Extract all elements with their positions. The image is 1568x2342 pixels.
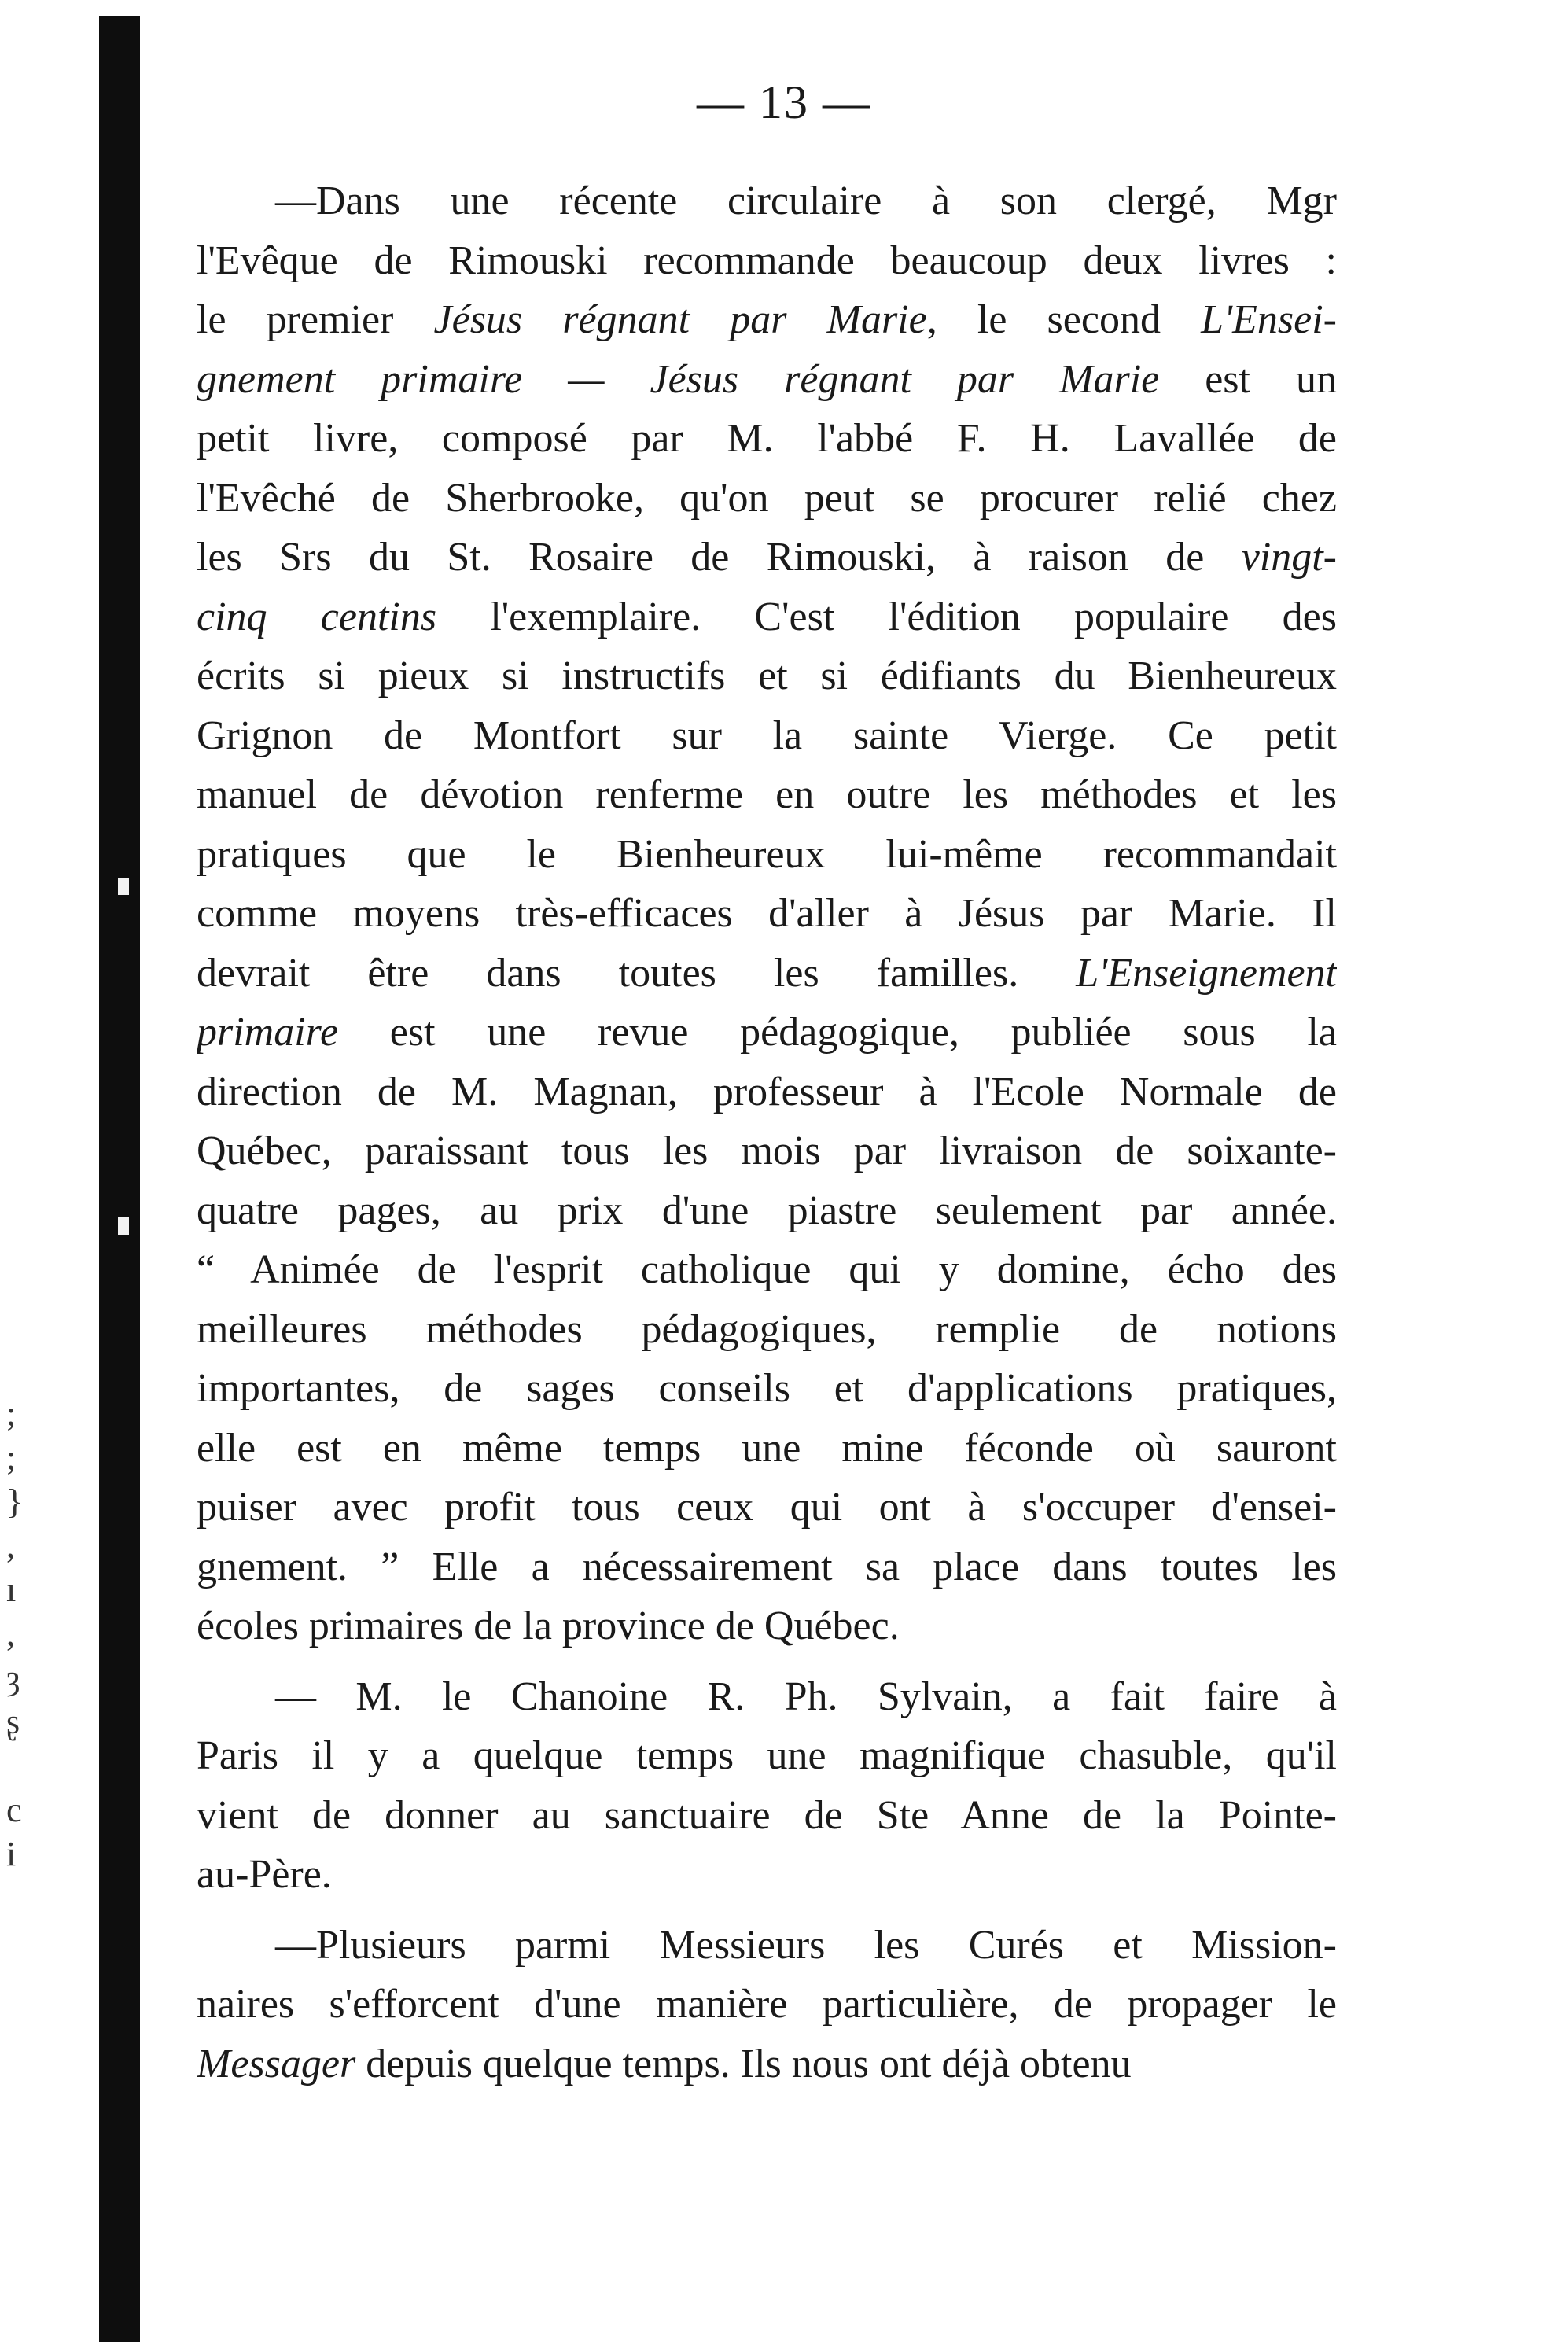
text-line xyxy=(197,706,1337,766)
margin-mark: , xyxy=(6,1615,15,1653)
text-run: l'Evêque de Rimouski recommande beaucoup deux livres : xyxy=(197,238,1337,283)
text-run: Paris il y a quelque temps une magnifique chasuble, qu'il xyxy=(197,1733,1337,1778)
margin-mark: i xyxy=(6,1835,17,1873)
page-number: — 13 — xyxy=(697,76,871,128)
text-run: direction de M. Magnan, professeur à l'Ecole Normale de xyxy=(197,1069,1337,1114)
text-run: devrait être dans toutes les familles. xyxy=(197,950,1077,996)
text-line xyxy=(197,1596,1337,1656)
text-line xyxy=(197,1121,1337,1181)
text-run: , le second xyxy=(926,297,1202,342)
text-run: écrits si pieux si instructifs et si édifiants du Bienheureux xyxy=(197,654,1337,698)
margin-mark: } xyxy=(6,1482,24,1521)
text-line xyxy=(197,944,1337,1003)
text-run: elle est en même temps une mine féconde où sauront xyxy=(197,1425,1337,1471)
italic-title: L'Enseignement xyxy=(1076,950,1337,996)
text-run: —Dans une récente circulaire à son clergé, Mgr xyxy=(275,179,1337,223)
text-line xyxy=(197,1916,1337,1976)
text-line xyxy=(197,884,1337,944)
text-run: les Srs du St. Rosaire de Rimouski, à raison de xyxy=(197,535,1242,580)
text-line xyxy=(197,350,1337,410)
margin-mark: , xyxy=(6,1526,15,1565)
margin-mark: ; xyxy=(6,1438,17,1477)
text-run: comme moyens très-efficaces d'aller à Jésus par Marie. Il xyxy=(197,891,1337,936)
text-run: est une revue pédagogique, publiée sous la xyxy=(338,1010,1337,1055)
italic-title: primaire xyxy=(197,1010,339,1055)
book-spine-shadow xyxy=(99,16,140,2342)
text-run: puiser avec profit tous ceux qui ont à s'occuper d'ensei- xyxy=(197,1485,1337,1530)
text-line xyxy=(197,290,1337,350)
italic-title: vingt- xyxy=(1241,535,1337,580)
left-margin-bleed-marks xyxy=(6,1392,46,1876)
text-run: meilleures méthodes pédagogiques, remplie de notions xyxy=(197,1306,1337,1352)
text-line xyxy=(197,1181,1337,1241)
text-line xyxy=(197,1845,1337,1905)
text-run: l'Evêché de Sherbrooke, qu'on peut se procurer relié chez xyxy=(197,475,1337,521)
margin-mark: ȝ xyxy=(6,1659,20,1697)
text-line xyxy=(197,1003,1337,1062)
text-run: écoles primaires de la province de Québec. xyxy=(197,1604,900,1648)
margin-mark: ʂ xyxy=(6,1703,20,1741)
paragraph-gap xyxy=(197,1656,1337,1667)
text-line xyxy=(197,1786,1337,1846)
text-line xyxy=(197,1300,1337,1360)
text-run: gnement. ” Elle a nécessairement sa place dans toutes les xyxy=(197,1544,1337,1589)
text-run: “ Animée de l'esprit catholique qui y domine, écho des xyxy=(197,1247,1337,1292)
text-line xyxy=(197,409,1337,469)
text-run: naires s'efforcent d'une manière particulière, de propager le xyxy=(197,1982,1337,2027)
text-run: au-Père. xyxy=(197,1852,332,1897)
italic-title: Messager xyxy=(197,2041,356,2086)
text-line xyxy=(197,1478,1337,1537)
text-line xyxy=(197,469,1337,528)
text-run: Grignon de Montfort sur la sainte Vierge. Ce petit xyxy=(197,713,1337,758)
text-line xyxy=(197,1419,1337,1478)
spine-fleck xyxy=(118,878,129,895)
text-run: depuis quelque temps. Ils nous ont déjà obtenu xyxy=(355,2041,1132,2086)
text-run: petit livre, composé par M. l'abbé F. H. Lavallée de xyxy=(197,416,1337,461)
text-run: vient de donner au sanctuaire de Ste Anne de la Pointe- xyxy=(197,1792,1337,1838)
text-run: pratiques que le Bienheureux lui-même recommandait xyxy=(197,831,1337,877)
body-text xyxy=(197,171,1337,2093)
text-line xyxy=(197,825,1337,885)
text-line xyxy=(197,1537,1337,1597)
margin-mark: ı xyxy=(6,1571,17,1609)
text-run: —Plusieurs parmi Messieurs les Curés et Mission- xyxy=(275,1922,1337,1968)
text-run: est un xyxy=(1159,356,1337,402)
margin-mark: c xyxy=(6,1791,22,1829)
text-run: manuel de dévotion renferme en outre les méthodes et les xyxy=(197,772,1337,817)
text-run: l'exemplaire. C'est l'édition populaire des xyxy=(436,594,1337,639)
text-line xyxy=(197,171,1337,231)
text-run: Québec, paraissant tous les mois par livraison de soixante- xyxy=(197,1129,1337,1173)
text-run: le premier xyxy=(197,297,434,342)
spine-fleck xyxy=(118,1217,129,1235)
italic-title: cinq centins xyxy=(197,594,437,639)
margin-mark xyxy=(6,1744,46,1788)
text-line xyxy=(197,231,1337,291)
text-line xyxy=(197,765,1337,825)
text-line xyxy=(197,1240,1337,1300)
italic-title: Jésus régnant par Marie xyxy=(433,297,927,342)
margin-mark: ; xyxy=(6,1394,17,1433)
text-line xyxy=(197,528,1337,587)
text-line xyxy=(197,1667,1337,1727)
text-line xyxy=(197,646,1337,706)
text-run: quatre pages, au prix d'une piastre seulement par année. xyxy=(197,1188,1337,1233)
text-run: importantes, de sages conseils et d'applications pratiques, xyxy=(197,1366,1337,1411)
text-run: — M. le Chanoine R. Ph. Sylvain, a fait faire à xyxy=(275,1674,1337,1719)
text-line xyxy=(197,1975,1337,2035)
text-line xyxy=(197,1062,1337,1122)
italic-title: L'Ensei- xyxy=(1201,297,1337,342)
text-line xyxy=(197,587,1337,647)
text-line xyxy=(197,2035,1337,2094)
paragraph-gap xyxy=(197,1905,1337,1916)
italic-title: gnement primaire — Jésus régnant par Marie xyxy=(197,356,1160,402)
text-line xyxy=(197,1359,1337,1419)
text-line xyxy=(197,1726,1337,1786)
